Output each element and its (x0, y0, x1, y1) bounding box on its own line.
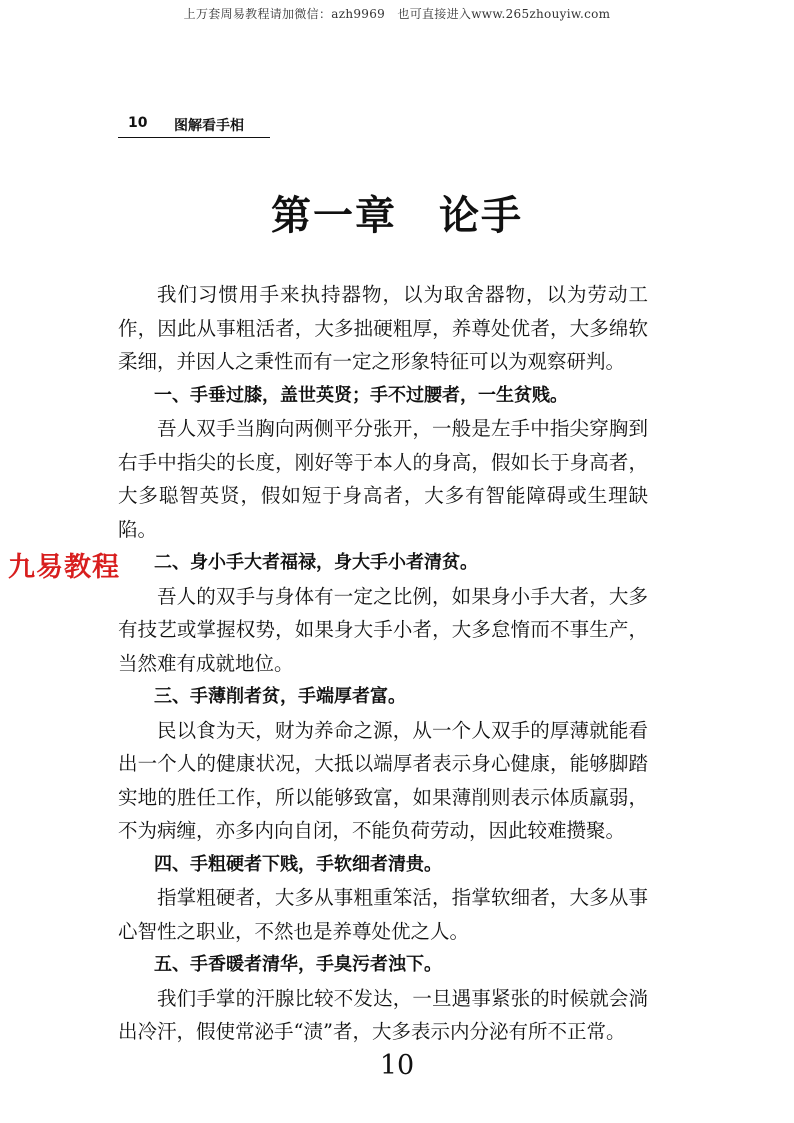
page-number: 10 (379, 1050, 415, 1081)
section-heading: 四、手粗硬者下贱，手软细者清贵。 (154, 853, 442, 875)
paragraph: 指掌粗硬者，大多从事粗重笨活，指掌软细者，大多从事心智性之职业，不然也是养尊处优之人。 (118, 886, 648, 943)
paragraph: 民以食为天，财为养命之源，从一个人双手的厚薄就能看出一个人的健康状况，大抵以端厚者表示身心健康，能够脚踏实地的胜任工作，所以能够致富，如果薄削则表示体质羸弱，不为病缠，亦多内向自闭，不能负荷劳动，因此较难攒聚。 (118, 718, 648, 842)
running-head-page: 10 (128, 115, 148, 131)
paragraph: 我们手掌的汗腺比较不发达，一旦遇事紧张的时候就会淌出冷汗，假使常泌手“渍”者，大多表示内分泌有所不正常。 (118, 986, 648, 1043)
section-heading: 二、身小手大者福禄，身大手小者清贫。 (154, 552, 478, 573)
paragraph: 吾人的双手与身体有一定之比例，如果身小手大者，大多有技艺或掌握权势，如果身大手小者，大多怠惰而不事生产，当然难有成就地位。 (118, 584, 648, 675)
body-text (118, 278, 648, 1049)
paragraph: 吾人双手当胸向两侧平分张开，一般是左手中指尖穿胸到右手中指尖的长度，刚好等于本人的身高，假如长于身高者，大多聪智英贤，假如短于身高者，大多有智能障碍或生理缺陷。 (118, 417, 648, 541)
section-heading: 一、手垂过膝，盖世英贤；手不过腰者，一生贫贱。 (154, 384, 568, 406)
paragraph: 我们习惯用手来执持器物，以为取舍器物，以为劳动工作，因此从事粗活者，大多拙硬粗厚，养尊处优者，大多绵软柔细，并因人之秉性而有一定之形象特征可以为观察研判。 (118, 283, 648, 373)
section-heading: 三、手薄削者贫，手端厚者富。 (154, 686, 406, 707)
top-banner: 上万套周易教程请加微信：azh9969 也可直接进入www.265zhouyiw.com (183, 7, 611, 21)
chapter-title: 第一章 论手 (271, 193, 523, 239)
watermark-stamp: 九易教程 (8, 552, 120, 583)
running-head-title: 图解看手相 (174, 118, 244, 134)
section-heading: 五、手香暖者清华，手臭污者浊下。 (154, 954, 442, 975)
running-head (118, 115, 270, 138)
